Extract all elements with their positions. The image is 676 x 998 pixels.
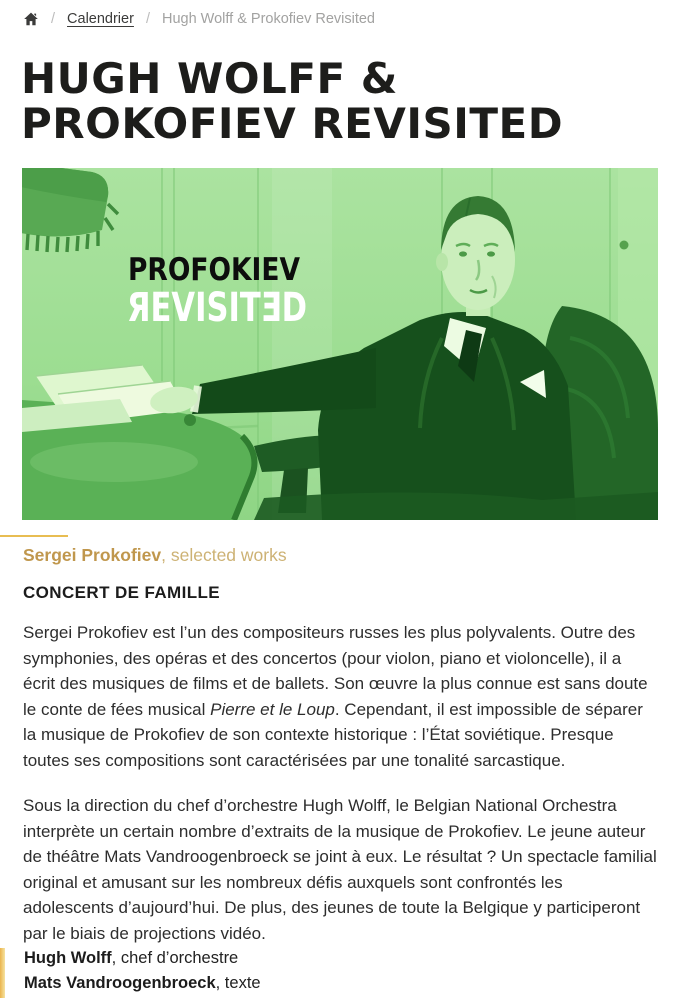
paragraph1-before: Sergei Prokofiev est l’un des compositeurs russes les plus polyvalents. Outre des symphonies, des opéras et des concertos (pour violon, piano et violoncelle), il a écrit des musiques de films et de ballets. Son œuvre la plus connue est sans doute le conte de fées musical — [23, 623, 648, 719]
hero-overlay-line2: ЯEVISITƎD — [127, 285, 307, 331]
credit-row — [24, 946, 261, 971]
breadcrumb — [23, 9, 660, 29]
home-icon[interactable] — [23, 11, 39, 27]
paragraph1-after: . Cependant, il est impossible de séparer la musique de Prokofiev de son contexte historique : l’État soviétique. Presque toutes ses compositions sont caractérisées par une tonalité sarcastique. — [23, 699, 643, 770]
article-paragraph-1 — [23, 620, 657, 774]
gold-accent-rule — [0, 535, 68, 537]
page-title-line2: PROKOFIEV REVISITED — [21, 99, 564, 148]
article-paragraph-2: Sous la direction du chef d’orchestre Hugh Wolff, le Belgian National Orchestra interprète un certain nombre d’extraits de la musique de Prokofiev. Le jeune auteur de théâtre Mats Vandroogenbroeck se joint à eux. Le résultat ? Un spectacle familial original et amusant sur les nombreux défis auxquels sont confrontés les adolescents d’aujourd’hui. De plus, des jeunes de toute la Belgique y participeront par le biais de projections vidéo. — [23, 796, 657, 943]
composer-name: Sergei Prokofiev — [23, 545, 162, 565]
breadcrumb-separator: / — [145, 11, 150, 27]
section-heading: CONCERT DE FAMILLE — [23, 583, 221, 602]
breadcrumb-link-calendrier[interactable]: Calendrier — [67, 11, 134, 27]
credit-row — [24, 971, 261, 996]
page-title-line1: HUGH WOLFF & — [21, 54, 398, 103]
breadcrumb-current: Hugh Wolff & Prokofiev Revisited — [161, 11, 376, 27]
program-works: , selected works — [161, 545, 287, 565]
credits-list — [24, 946, 261, 995]
next-section-accent-bar — [0, 948, 5, 998]
credit-role: , chef d’orchestre — [111, 949, 239, 967]
credit-name: Hugh Wolff — [24, 949, 112, 967]
program-line — [23, 544, 287, 566]
hero-overlay-line1: PROFOKIEV — [128, 252, 301, 288]
hero-image — [22, 168, 658, 520]
credit-role: , texte — [215, 973, 261, 992]
credit-name: Mats Vandroogenbroeck — [24, 973, 216, 992]
shadow-band — [254, 492, 658, 520]
paragraph1-work-title: Pierre et le Loup — [210, 699, 335, 719]
page-title — [21, 56, 641, 146]
breadcrumb-separator: / — [51, 11, 56, 27]
